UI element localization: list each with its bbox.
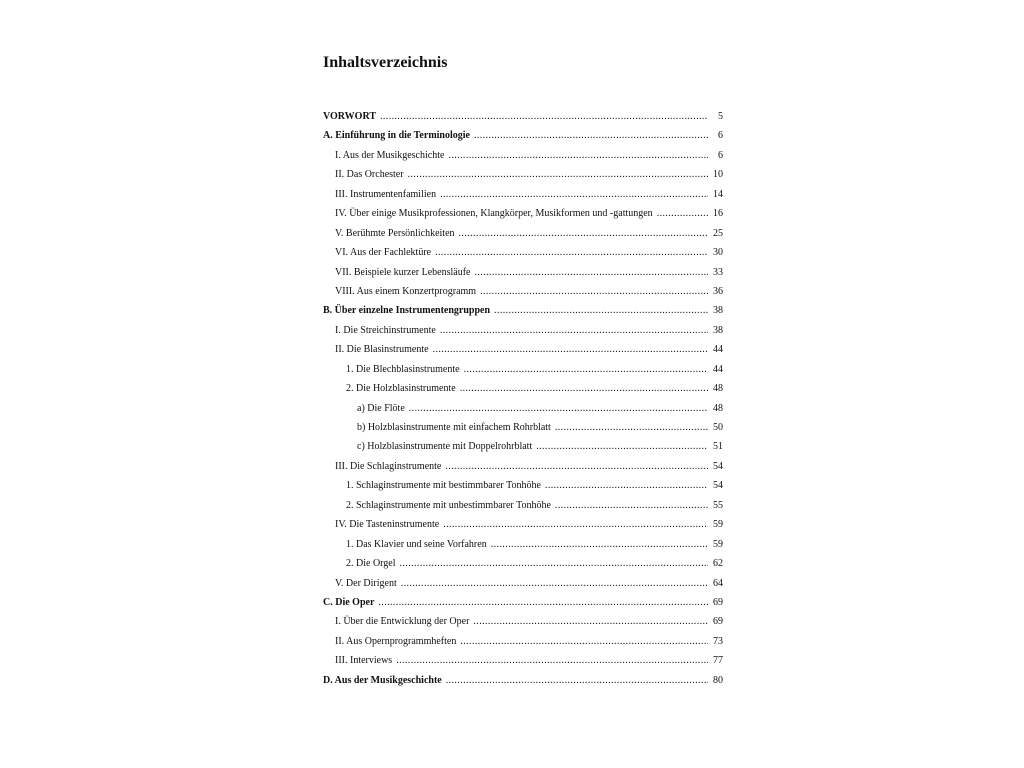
toc-entry-label: II. Das Orchester <box>335 169 404 181</box>
toc-entry <box>323 146 723 165</box>
toc-page-number: 6 <box>718 149 723 161</box>
toc-entry-label: VI. Aus der Fachlektüre <box>335 247 432 259</box>
toc-entry <box>323 282 723 301</box>
toc-page-number: 14 <box>713 188 723 200</box>
toc-page-number: 62 <box>713 558 723 570</box>
toc-entry <box>323 399 723 418</box>
toc-entry-label: a) Die Flöte <box>357 402 405 414</box>
toc-entry-label: VIII. Aus einem Konzertprogramm <box>335 285 477 297</box>
toc-entry-label: c) Holzblasinstrumente mit Doppelrohrblatt <box>357 441 533 453</box>
toc-entry-label: I. Die Streichinstrumente <box>335 324 436 336</box>
toc-entry-label: 2. Die Orgel <box>346 558 396 570</box>
toc-page-number: 48 <box>713 383 723 395</box>
toc-dot-leader <box>464 360 708 379</box>
toc-entry <box>323 418 723 437</box>
toc-page-number: 30 <box>713 247 723 259</box>
toc-entry-label: III. Instrumentenfamilien <box>335 188 437 200</box>
toc-entry-label: III. Die Schlaginstrumente <box>335 460 442 472</box>
toc-dot-leader <box>409 399 708 418</box>
toc-entry-label: I. Über die Entwicklung der Oper <box>335 616 470 628</box>
toc-entry <box>323 263 723 282</box>
toc-entry <box>323 496 723 515</box>
toc-entry <box>323 204 723 223</box>
toc-entry <box>323 165 723 184</box>
toc-page-number: 59 <box>713 538 723 550</box>
toc-page-number: 69 <box>713 616 723 628</box>
toc-entry-label: C. Die Oper <box>323 596 375 608</box>
toc-page-number: 77 <box>713 655 723 667</box>
toc-page-number: 80 <box>713 674 723 686</box>
toc-dot-leader <box>401 574 708 593</box>
toc-entry <box>323 126 723 145</box>
toc-page-number: 38 <box>713 324 723 336</box>
toc-entry <box>323 340 723 359</box>
toc-entry <box>323 651 723 670</box>
toc-entry <box>323 379 723 398</box>
toc-page-number: 6 <box>718 130 723 142</box>
toc-entry <box>323 360 723 379</box>
toc-page-number: 55 <box>713 499 723 511</box>
toc-entry-label: III. Interviews <box>335 655 393 667</box>
toc-page-number: 36 <box>713 285 723 297</box>
toc-dot-leader <box>494 301 708 320</box>
toc-page-number: 54 <box>713 480 723 492</box>
toc-entry-label: B. Über einzelne Instrumentengruppen <box>323 305 491 317</box>
toc-dot-leader <box>408 165 708 184</box>
toc-dot-leader <box>440 185 708 204</box>
toc-dot-leader <box>459 224 708 243</box>
toc-entry <box>323 457 723 476</box>
toc-page-number: 64 <box>713 577 723 589</box>
toc-entry-label: 1. Das Klavier und seine Vorfahren <box>346 538 487 550</box>
toc-dot-leader <box>480 282 708 301</box>
toc-dot-leader <box>378 593 708 612</box>
toc-page-number: 48 <box>713 402 723 414</box>
toc-entry <box>323 243 723 262</box>
page-title: Inhaltsverzeichnis <box>323 54 448 71</box>
toc-dot-leader <box>396 651 708 670</box>
toc-entry <box>323 437 723 456</box>
toc-page-number: 69 <box>713 596 723 608</box>
toc-dot-leader <box>446 671 708 690</box>
toc-dot-leader <box>473 612 708 631</box>
toc-entry-label: VORWORT <box>323 111 376 122</box>
toc-dot-leader <box>657 204 708 223</box>
toc-dot-leader <box>555 496 708 515</box>
toc-dot-leader <box>448 146 708 165</box>
toc-entry-label: V. Der Dirigent <box>335 577 397 589</box>
toc-page-number: 44 <box>713 344 723 356</box>
toc-entry <box>323 107 723 126</box>
toc-entry <box>323 671 723 690</box>
toc-page-number: 38 <box>713 305 723 317</box>
toc-entry-label: II. Aus Opernprogrammheften <box>335 635 457 647</box>
toc-entry-label: 2. Schlaginstrumente mit unbestimmbarer Tonhöhe <box>346 499 551 511</box>
toc-entry-label: 1. Schlaginstrumente mit bestimmbarer Tonhöhe <box>346 480 541 492</box>
toc-entry-label: IV. Die Tasteninstrumente <box>335 519 440 531</box>
table-of-contents <box>323 107 723 690</box>
toc-dot-leader <box>460 379 708 398</box>
toc-dot-leader <box>491 535 708 554</box>
toc-entry <box>323 321 723 340</box>
toc-entry-label: D. Aus der Musikgeschichte <box>323 674 442 686</box>
toc-entry <box>323 554 723 573</box>
toc-page-number: 16 <box>713 208 723 220</box>
toc-entry <box>323 612 723 631</box>
toc-page-number: 59 <box>713 519 723 531</box>
toc-page-number: 54 <box>713 460 723 472</box>
toc-entry <box>323 574 723 593</box>
toc-dot-leader <box>435 243 708 262</box>
toc-entry-label: IV. Über einige Musikprofessionen, Klangkörper, Musikformen und -gattungen <box>335 208 653 220</box>
toc-page-number: 50 <box>713 422 723 433</box>
toc-entry-label: b) Holzblasinstrumente mit einfachem Rohrblatt <box>357 422 551 433</box>
toc-entry <box>323 185 723 204</box>
toc-dot-leader <box>380 107 708 126</box>
toc-dot-leader <box>443 515 708 534</box>
toc-dot-leader <box>474 126 708 145</box>
toc-entry-label: VII. Beispiele kurzer Lebensläufe <box>335 266 471 278</box>
toc-entry-label: 1. Die Blechblasinstrumente <box>346 363 460 375</box>
toc-dot-leader <box>433 340 708 359</box>
toc-entry <box>323 224 723 243</box>
toc-page-number: 51 <box>713 441 723 453</box>
toc-entry-label: 2. Die Holzblasinstrumente <box>346 383 456 395</box>
toc-entry-label: A. Einführung in die Terminologie <box>323 130 470 142</box>
toc-dot-leader <box>440 321 708 340</box>
toc-page-number: 73 <box>713 635 723 647</box>
toc-dot-leader <box>460 632 708 651</box>
toc-entry <box>323 535 723 554</box>
toc-entry <box>323 301 723 320</box>
toc-page-number: 5 <box>718 111 723 122</box>
toc-dot-leader <box>536 437 708 456</box>
toc-page-number: 25 <box>713 227 723 239</box>
toc-page-number: 44 <box>713 363 723 375</box>
toc-entry <box>323 515 723 534</box>
toc-entry <box>323 632 723 651</box>
toc-entry-label: V. Berühmte Persönlichkeiten <box>335 227 455 239</box>
toc-dot-leader <box>545 476 708 495</box>
toc-entry-label: I. Aus der Musikgeschichte <box>335 149 445 161</box>
toc-page-number: 33 <box>713 266 723 278</box>
toc-dot-leader <box>445 457 708 476</box>
toc-entry <box>323 476 723 495</box>
toc-dot-leader <box>475 263 709 282</box>
toc-page-number: 10 <box>713 169 723 181</box>
toc-entry-label: II. Die Blasinstrumente <box>335 344 429 356</box>
toc-entry <box>323 593 723 612</box>
toc-dot-leader <box>555 418 708 437</box>
toc-dot-leader <box>400 554 708 573</box>
